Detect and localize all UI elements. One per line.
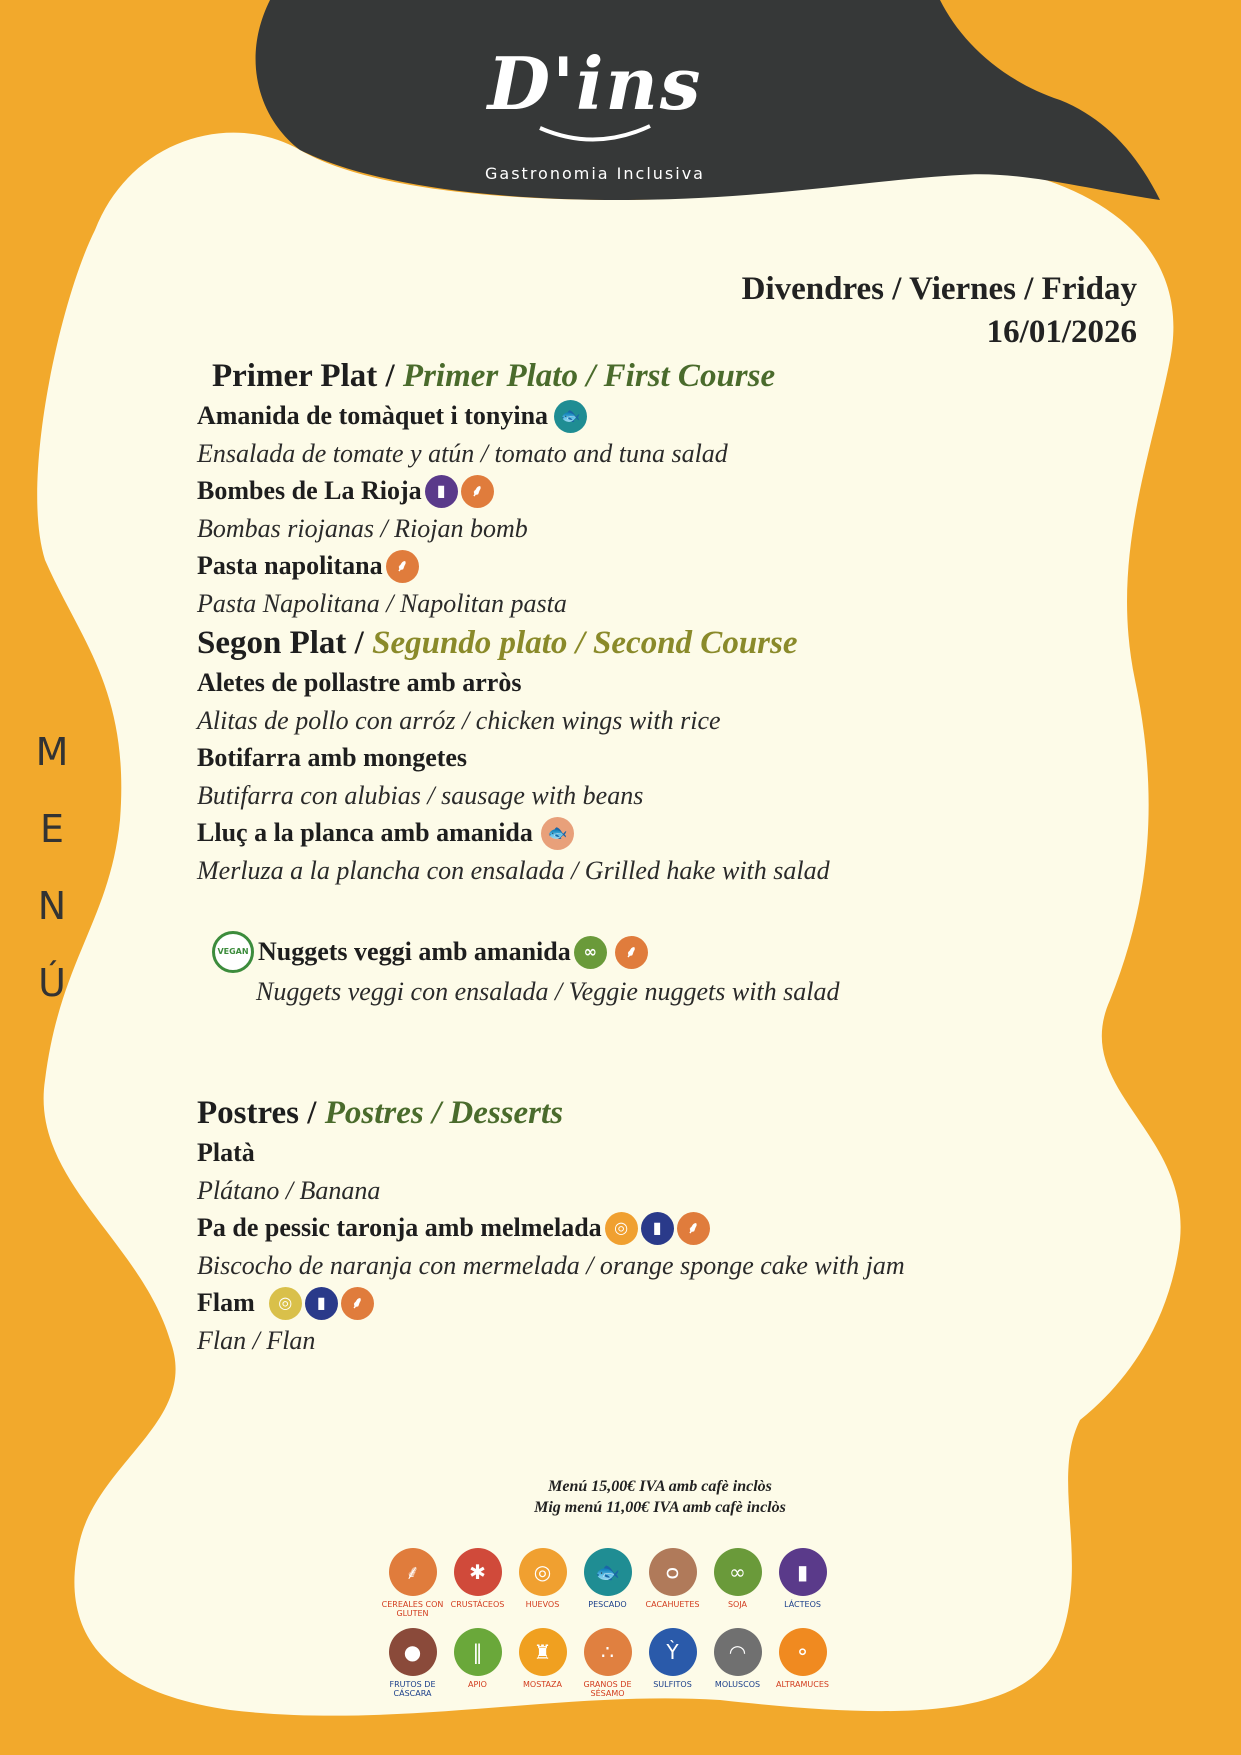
dish-text: Lluç a la planca amb amanida xyxy=(197,818,533,847)
legend-item xyxy=(445,1628,510,1698)
dish-name xyxy=(197,814,1097,852)
dish-text: Pa de pessic taronja amb melmelada xyxy=(197,1213,602,1242)
milk-icon: ▮ xyxy=(641,1212,674,1245)
legend-item xyxy=(575,1548,640,1618)
wheat-icon: ⸙ xyxy=(615,936,648,969)
dish-name xyxy=(197,739,1097,777)
side-letter: Ú xyxy=(38,961,66,1005)
dish-translation: Biscocho de naranja con mermelada / orange sponge cake with jam xyxy=(197,1251,905,1280)
side-menu-label xyxy=(30,730,74,1038)
legend-item xyxy=(510,1548,575,1618)
dish-name xyxy=(197,664,1097,702)
milk-icon: ▮ xyxy=(305,1287,338,1320)
dish-text: Aletes de pollastre amb arròs xyxy=(197,668,522,697)
legend-item xyxy=(445,1548,510,1618)
dish-translation: Nuggets veggi con ensalada / Veggie nuggets with salad xyxy=(256,977,840,1006)
date-block xyxy=(742,268,1137,354)
wine-icon: Ỳ xyxy=(649,1628,697,1676)
dish-text: Nuggets veggi amb amanida xyxy=(258,937,571,966)
milk-icon: ▮ xyxy=(425,475,458,508)
legend-label: MOSTAZA xyxy=(523,1680,562,1689)
legend-item xyxy=(640,1628,705,1698)
dish-translation: Flan / Flan xyxy=(197,1326,316,1355)
side-letter: N xyxy=(37,884,67,928)
soy-icon: ∞ xyxy=(714,1548,762,1596)
dish-name xyxy=(197,1134,1097,1172)
legend-label: MOLUSCOS xyxy=(714,1680,761,1689)
price-line: Menú 15,00€ IVA amb cafè inclòs xyxy=(548,1478,772,1495)
legend-item xyxy=(575,1628,640,1698)
logo-subtitle: Gastronomia Inclusiva xyxy=(485,164,705,183)
dish-name xyxy=(197,472,1097,510)
milk-icon: ▮ xyxy=(779,1548,827,1596)
section-title-es-en: Segundo plato / Second Course xyxy=(372,625,798,661)
legend-label: CACAHUETES xyxy=(645,1600,700,1609)
legend-item xyxy=(770,1628,835,1698)
dish-name xyxy=(212,931,1097,973)
lupin-icon: ⚬ xyxy=(779,1628,827,1676)
legend-item xyxy=(705,1548,770,1618)
day-label: Divendres / Viernes / Friday xyxy=(741,271,1137,307)
dish-translation: Ensalada de tomate y atún / tomato and tuna salad xyxy=(197,439,728,468)
dish-translation: Butifarra con alubias / sausage with beans xyxy=(197,781,644,810)
date-label: 16/01/2026 xyxy=(986,314,1137,350)
legend-item xyxy=(380,1628,445,1698)
shell-icon: ◠ xyxy=(714,1628,762,1676)
dish-name xyxy=(197,1284,1097,1322)
legend-item xyxy=(640,1548,705,1618)
side-letter: M xyxy=(35,730,69,774)
legend-row xyxy=(380,1628,850,1698)
peanut-icon: ᴑ xyxy=(649,1548,697,1596)
egg-icon: ◎ xyxy=(605,1212,638,1245)
section-second-course xyxy=(197,622,1097,664)
dish-name xyxy=(197,1209,1097,1247)
mustard-icon: ♜ xyxy=(519,1628,567,1676)
legend-label: GRANOS DE SÉSAMO xyxy=(583,1680,632,1698)
dish-text: Flam xyxy=(197,1288,255,1317)
section-title-es-en: Postres / Desserts xyxy=(324,1095,564,1131)
dish-translation: Alitas de pollo con arróz / chicken wings with rice xyxy=(197,706,721,735)
price-line: Mig menú 11,00€ IVA amb cafè inclòs xyxy=(534,1499,786,1516)
wheat-icon: ⸙ xyxy=(341,1287,374,1320)
allergen-legend xyxy=(380,1548,850,1698)
price-info xyxy=(480,1476,840,1518)
legend-label: CEREALES CON GLUTEN xyxy=(381,1600,444,1618)
legend-label: PESCADO xyxy=(588,1600,627,1609)
legend-label: APIO xyxy=(468,1680,487,1689)
soy-icon: ∞ xyxy=(574,936,607,969)
crab-icon: ✱ xyxy=(454,1548,502,1596)
legend-label: ALTRAMUCES xyxy=(776,1680,829,1689)
egg-icon: ◎ xyxy=(519,1548,567,1596)
legend-label: SULFITOS xyxy=(653,1680,692,1689)
legend-row xyxy=(380,1548,850,1618)
dish-translation: Merluza a la plancha con ensalada / Grilled hake with salad xyxy=(197,856,830,885)
wheat-icon: ⸙ xyxy=(677,1212,710,1245)
logo xyxy=(430,41,760,183)
wheat-icon: ⸙ xyxy=(389,1548,437,1596)
section-desserts xyxy=(197,1092,1097,1134)
dish-text: Amanida de tomàquet i tonyina xyxy=(197,401,549,430)
vegan-icon: VEGAN xyxy=(212,931,254,973)
wheat-icon: ⸙ xyxy=(386,550,419,583)
side-letter: E xyxy=(39,807,64,851)
nut-icon: ● xyxy=(389,1628,437,1676)
sesame-icon: ∴ xyxy=(584,1628,632,1676)
dish-name xyxy=(197,547,1097,585)
section-title-es-en: Primer Plato / First Course xyxy=(402,358,776,394)
legend-label: HUEVOS xyxy=(525,1600,560,1609)
legend-label: LÁCTEOS xyxy=(784,1600,821,1609)
dish-text: Pasta napolitana xyxy=(197,551,383,580)
fish-icon: 🐟 xyxy=(541,817,574,850)
section-first-course xyxy=(212,355,1097,397)
smile-icon xyxy=(535,124,655,144)
dish-translation: Bombas riojanas / Riojan bomb xyxy=(197,514,528,543)
section-title-ca: Segon Plat / xyxy=(197,625,364,661)
legend-item xyxy=(705,1628,770,1698)
dish-translation: Plátano / Banana xyxy=(197,1176,381,1205)
section-title-ca: Primer Plat / xyxy=(212,358,395,394)
dish-text: Platà xyxy=(197,1138,255,1167)
wheat-icon: ⸙ xyxy=(461,475,494,508)
celery-icon: ‖ xyxy=(454,1628,502,1676)
dish-name xyxy=(197,397,1097,435)
dish-translation: Pasta Napolitana / Napolitan pasta xyxy=(197,589,567,618)
section-title-ca: Postres / xyxy=(197,1095,317,1131)
legend-item xyxy=(380,1548,445,1618)
menu-content xyxy=(197,355,1097,1359)
fish-icon: 🐟 xyxy=(584,1548,632,1596)
dish-text: Botifarra amb mongetes xyxy=(197,743,468,772)
legend-label: CRUSTÁCEOS xyxy=(450,1600,505,1609)
dish-text: Bombes de La Rioja xyxy=(197,476,422,505)
fish-icon: 🐟 xyxy=(554,400,587,433)
logo-text: D'ins xyxy=(487,41,703,126)
legend-label: SOJA xyxy=(727,1600,748,1609)
egg-icon: ◎ xyxy=(269,1287,302,1320)
legend-item xyxy=(510,1628,575,1698)
legend-label: FRUTOS DE CÁSCARA xyxy=(389,1680,436,1698)
legend-item xyxy=(770,1548,835,1618)
